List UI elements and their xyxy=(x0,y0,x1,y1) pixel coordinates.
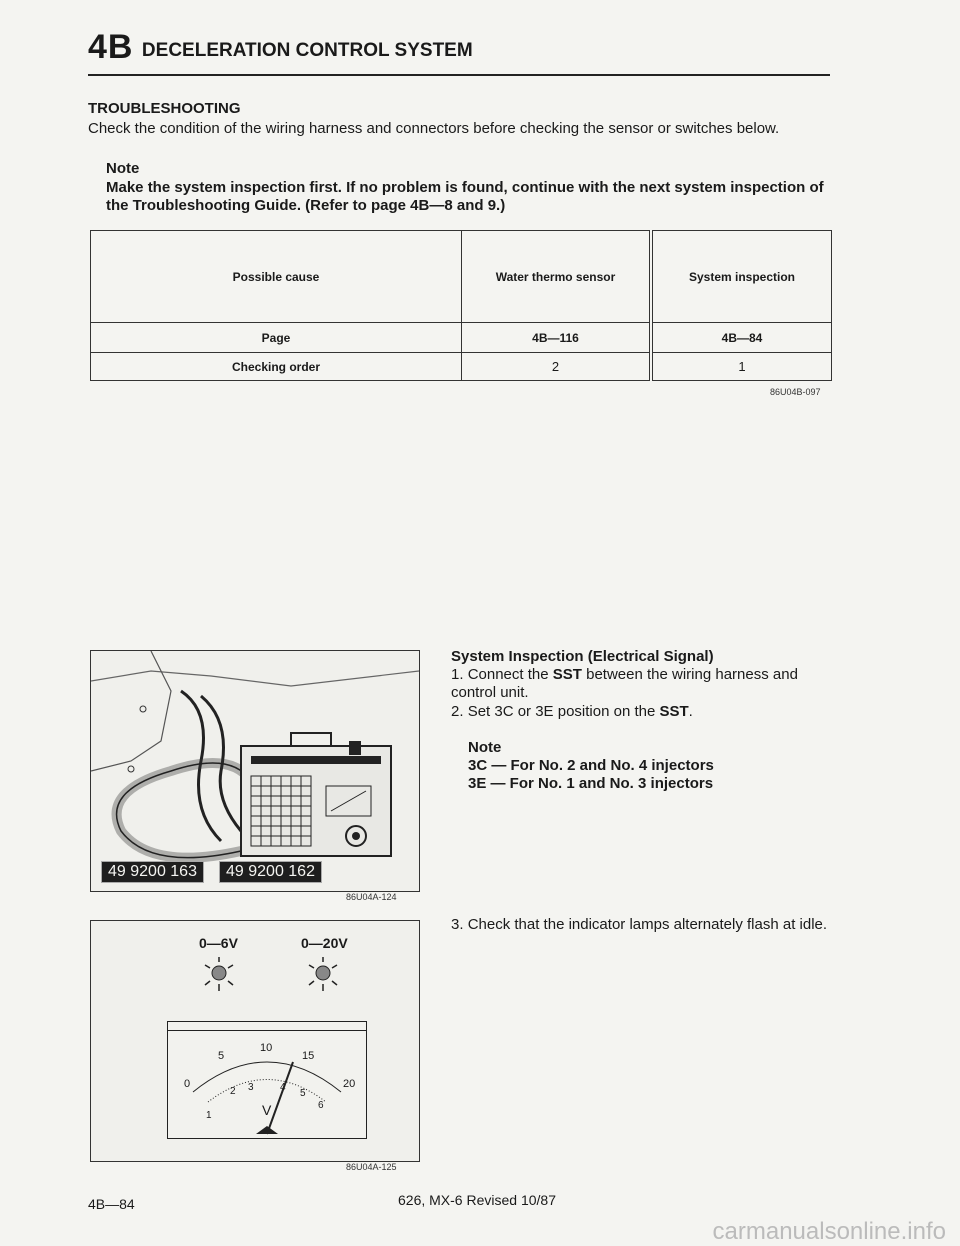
step-2-text-a: Set 3C or 3E position on the xyxy=(467,703,660,720)
table-cell: Water thermo sensor xyxy=(462,231,652,323)
troubleshooting-heading: TROUBLESHOOTING xyxy=(88,100,241,117)
scale-inner-label: 2 xyxy=(230,1086,236,1097)
step-1 xyxy=(451,666,841,702)
unit-label: V xyxy=(262,1102,272,1118)
table-cell: Possible cause xyxy=(91,231,462,323)
page-number: 4B—84 xyxy=(88,1196,135,1212)
table-cell: 4B—116 xyxy=(462,323,652,353)
step-1-sst: SST xyxy=(552,666,582,683)
table-figure-code: 86U04B-097 xyxy=(770,387,821,397)
figure2-code: 86U04A-125 xyxy=(346,1162,397,1172)
sst-label-162: 49 9200 162 xyxy=(219,861,322,883)
step-1-number: 1. xyxy=(451,666,464,683)
inspection-note-line2: 3E — For No. 1 and No. 3 injectors xyxy=(468,775,714,792)
model-revision: 626, MX-6 Revised 10/87 xyxy=(398,1192,556,1208)
table-row xyxy=(91,353,832,381)
lamp-20v-icon xyxy=(303,955,343,993)
voltmeter-figure xyxy=(90,920,420,1162)
meter-scale xyxy=(168,1022,366,1138)
step-1-text-a: Connect the xyxy=(467,666,553,683)
inspection-heading: System Inspection (Electrical Signal) xyxy=(451,648,714,665)
note-text: Make the system inspection first. If no problem is found, continue with the next system inspection of the Troubleshooting Guide. (Refer to page 4B—8 and 9.) xyxy=(106,179,824,214)
scale-inner-label: 1 xyxy=(206,1110,212,1121)
page-header xyxy=(88,28,473,67)
table-row xyxy=(91,231,832,323)
troubleshooting-table xyxy=(90,230,832,381)
meter-face xyxy=(167,1021,367,1139)
step-2-text-b: . xyxy=(688,703,693,720)
step-1-text-b: between the wiring harness and control unit. xyxy=(451,666,798,701)
troubleshooting-intro: Check the condition of the wiring harness and connectors before checking the sensor or switches below. xyxy=(88,120,780,137)
sst-illustration xyxy=(91,651,419,891)
scale-inner-label: 5 xyxy=(300,1088,306,1099)
scale-inner-label: 3 xyxy=(248,1082,254,1093)
table-cell: 2 xyxy=(462,353,652,381)
table-cell: 1 xyxy=(651,353,832,381)
section-title: DECELERATION CONTROL SYSTEM xyxy=(141,40,473,61)
table-row xyxy=(91,323,832,353)
sst-connection-figure xyxy=(90,650,420,892)
step-2 xyxy=(451,703,841,721)
scale-tick-label: 20 xyxy=(343,1078,356,1090)
watermark: carmanualsonline.info xyxy=(712,1218,946,1245)
scale-tick-label: 0 xyxy=(184,1078,191,1090)
scale-tick-label: 10 xyxy=(260,1042,273,1054)
figure1-code: 86U04A-124 xyxy=(346,892,397,902)
range-label-6v: 0—6V xyxy=(199,935,238,951)
scale-inner-label: 4 xyxy=(280,1082,286,1093)
table-cell: System inspection xyxy=(651,231,832,323)
scale-inner-label: 6 xyxy=(318,1100,324,1111)
scale-tick-label: 5 xyxy=(218,1050,225,1062)
table-cell: Checking order xyxy=(91,353,462,381)
step-3 xyxy=(451,916,854,934)
inspection-note-line1: 3C — For No. 2 and No. 4 injectors xyxy=(468,757,714,774)
step-2-sst: SST xyxy=(659,703,689,720)
inspection-note-label: Note xyxy=(468,739,502,756)
table-cell: Page xyxy=(91,323,462,353)
lamp-6v-icon xyxy=(199,955,239,993)
sst-label-163: 49 9200 163 xyxy=(101,861,204,883)
scale-tick-label: 15 xyxy=(302,1050,315,1062)
step-3-number: 3. xyxy=(451,916,464,933)
header-rule xyxy=(88,74,830,76)
section-number: 4B xyxy=(88,28,134,66)
table-cell: 4B—84 xyxy=(651,323,832,353)
note-label: Note xyxy=(106,160,140,177)
step-3-text: Check that the indicator lamps alternately flash at idle. xyxy=(467,916,828,933)
range-label-20v: 0—20V xyxy=(301,935,348,951)
step-2-number: 2. xyxy=(451,703,464,720)
